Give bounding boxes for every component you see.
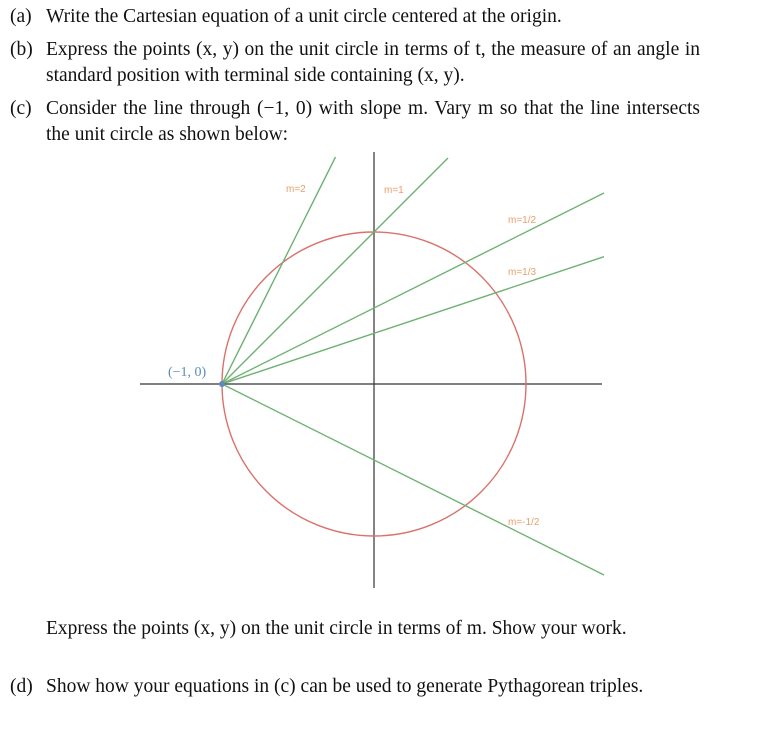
part-d-label: (d) xyxy=(10,676,33,697)
slope-labels xyxy=(286,184,540,528)
slope-line-4 xyxy=(222,384,604,575)
part-b-text: Express the points (x, y) on the unit circle in terms of t, the measure of an angle in standard position with terminal side containing (x, y). xyxy=(46,39,700,86)
part-a-text: Write the Cartesian equation of a unit circle centered at the origin. xyxy=(46,6,562,27)
slope-line-3 xyxy=(222,257,604,384)
slope-label-3: m=1/3 xyxy=(508,267,537,278)
part-c-followup xyxy=(10,616,700,642)
slope-label-0: m=2 xyxy=(286,184,306,195)
unit-circle-figure xyxy=(130,150,610,590)
slope-line-1 xyxy=(222,158,448,384)
anchor-point xyxy=(219,381,225,387)
slope-label-1: m=1 xyxy=(384,185,404,196)
part-c xyxy=(10,96,700,148)
anchor-point-label: (−1, 0) xyxy=(168,365,207,380)
part-a-label: (a) xyxy=(10,6,32,27)
part-d xyxy=(10,674,700,700)
slope-lines xyxy=(222,157,604,575)
slope-line-2 xyxy=(222,193,604,384)
slope-label-2: m=1/2 xyxy=(508,215,537,226)
part-c-text: Consider the line through (−1, 0) with slope m. Vary m so that the line intersects the unit circle as shown below: xyxy=(46,98,700,145)
part-b-label: (b) xyxy=(10,39,33,60)
part-d-text: Show how your equations in (c) can be used to generate Pythagorean triples. xyxy=(46,676,644,697)
slope-line-0 xyxy=(222,157,336,384)
part-c-followup-text: Express the points (x, y) on the unit circle in terms of m. Show your work. xyxy=(46,618,627,639)
slope-label-4: m=-1/2 xyxy=(508,517,540,528)
part-b xyxy=(10,37,700,89)
part-a xyxy=(10,4,700,30)
part-c-label: (c) xyxy=(10,98,32,119)
